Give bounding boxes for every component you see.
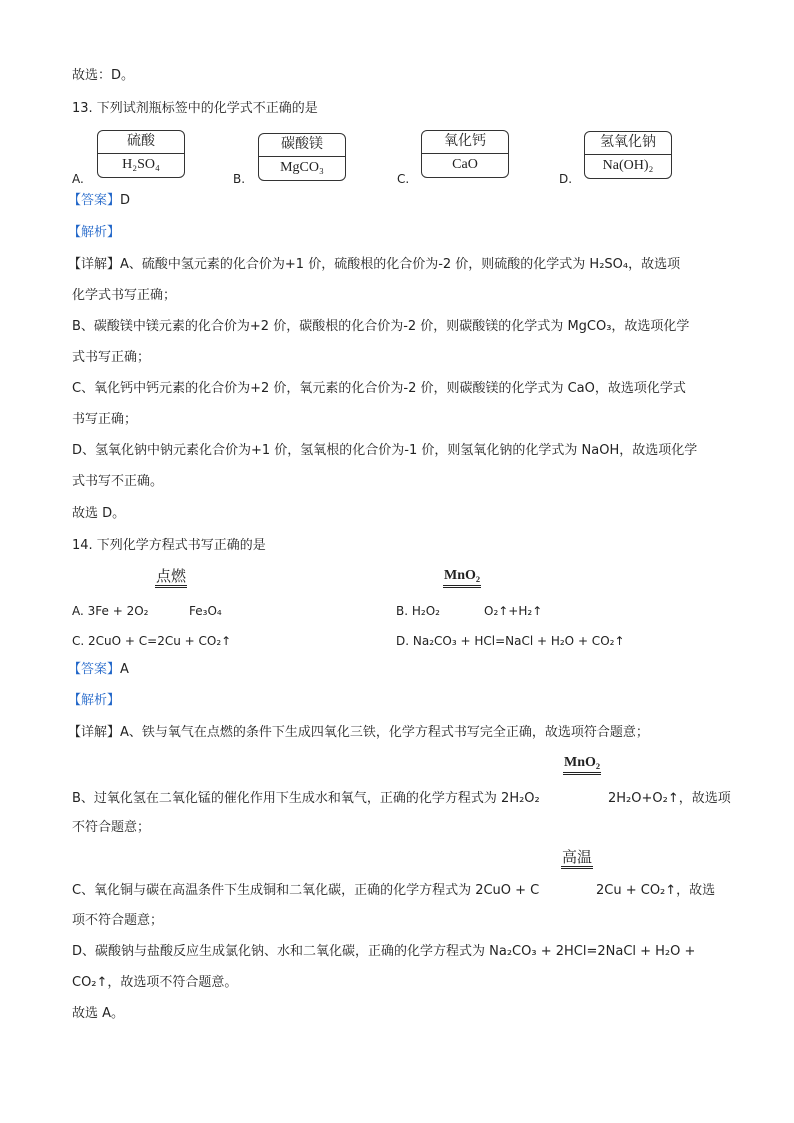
- label-name: 硫酸: [98, 131, 184, 154]
- q13-option-b-letter: B.: [233, 172, 246, 186]
- q14-detail-line: 2Cu + CO₂↑，故选: [596, 883, 716, 898]
- condition-mno2: MnO₂: [443, 567, 481, 588]
- q13-label-d: [584, 131, 672, 179]
- equation-left: B. H₂O₂: [396, 604, 440, 618]
- equation-right: O₂↑+H₂↑: [484, 604, 543, 618]
- q14-detail-line: [68, 725, 649, 741]
- q13-detail-line: 式书写正确；: [72, 350, 151, 365]
- q13-option-d-letter: D.: [559, 172, 573, 186]
- q14-detail-line: B、过氧化氢在二氧化锰的催化作用下生成水和氧气，正确的化学方程式为 2H₂O₂: [72, 791, 540, 806]
- q14-detail-line: D、碳酸钠与盐酸反应生成氯化钠、水和二氧化碳，正确的化学方程式为 Na₂CO₃ + 2HCl=2NaCl + H₂O +: [72, 944, 696, 959]
- q13-detail-line: C、氧化钙中钙元素的化合价为+2 价，氧元素的化合价为-2 价，则碳酸镁的化学式为 CaO，故选项化学式: [72, 381, 686, 396]
- q14-detail-line: CO₂↑，故选项不符合题意。: [72, 975, 238, 990]
- condition-high-temp: 高温: [561, 848, 593, 869]
- q13-answer: [68, 193, 130, 209]
- condition-mno2: MnO₂: [563, 754, 601, 775]
- q13-detail-line: 书写正确；: [72, 412, 138, 427]
- q14-detail-line: 项不符合题意；: [72, 913, 164, 928]
- q13-analysis-label: 【解析】: [68, 225, 121, 240]
- answer-value: A: [120, 662, 129, 677]
- detail-label: 【详解】: [68, 257, 121, 272]
- q13-label-a: [97, 130, 185, 178]
- prev-conclusion: 故选：D。: [72, 68, 135, 83]
- answer-value: D: [120, 193, 131, 208]
- q14-option-b: [396, 603, 543, 619]
- q13-detail-line: 式书写不正确。: [72, 474, 164, 489]
- detail-text: A、硫酸中氢元素的化合价为+1 价，硫酸根的化合价为-2 价，则硫酸的化学式为 H₂SO₄，故选项: [120, 257, 681, 272]
- label-name: 碳酸镁: [259, 134, 345, 157]
- q14-conclusion: 故选 A。: [72, 1006, 125, 1021]
- q14-answer: [68, 662, 129, 678]
- q13-option-c-letter: C.: [397, 172, 410, 186]
- q14-detail-line: C、氧化铜与碳在高温条件下生成铜和二氧化碳，正确的化学方程式为 2CuO + C: [72, 883, 540, 898]
- label-formula: H₂SO₄: [122, 157, 160, 172]
- q13-detail-line: [68, 257, 680, 273]
- label-name: 氢氧化钠: [585, 132, 671, 155]
- detail-text: A、铁与氧气在点燃的条件下生成四氧化三铁，化学方程式书写完全正确，故选项符合题意；: [120, 725, 649, 740]
- condition-ignite: 点燃: [155, 567, 187, 588]
- label-formula: Na(OH)₂: [602, 158, 654, 173]
- answer-label: 【答案】: [68, 662, 121, 677]
- q13-detail-line: B、碳酸镁中镁元素的化合价为+2 价，碳酸根的化合价为-2 价，则碳酸镁的化学式为 MgCO₃，故选项化学: [72, 319, 690, 334]
- label-formula: MgCO₃: [280, 160, 324, 175]
- q14-detail-line: 不符合题意；: [72, 820, 151, 835]
- q14-option-c: C. 2CuO + C=2Cu + CO₂↑: [72, 634, 232, 648]
- equation-left: A. 3Fe + 2O₂: [72, 604, 149, 618]
- q13-option-a-letter: A.: [72, 172, 84, 186]
- q13-conclusion: 故选 D。: [72, 506, 126, 521]
- label-name: 氧化钙: [422, 131, 508, 154]
- q13-question: 13. 下列试剂瓶标签中的化学式不正确的是: [72, 101, 318, 116]
- q13-detail-line: 化学式书写正确；: [72, 288, 177, 303]
- q14-detail-line: 2H₂O+O₂↑，故选项: [608, 791, 731, 806]
- answer-label: 【答案】: [68, 193, 121, 208]
- q14-question: 14. 下列化学方程式书写正确的是: [72, 538, 266, 553]
- label-formula: CaO: [452, 157, 478, 172]
- q13-label-c: [421, 130, 509, 178]
- equation-right: Fe₃O₄: [189, 604, 222, 618]
- q13-detail-line: D、氢氧化钠中钠元素化合价为+1 价，氢氧根的化合价为-1 价，则氢氧化钠的化学式为 NaOH，故选项化学: [72, 443, 698, 458]
- q13-label-b: [258, 133, 346, 181]
- detail-label: 【详解】: [68, 725, 121, 740]
- q14-option-a: [72, 603, 222, 619]
- q14-analysis-label: 【解析】: [68, 693, 121, 708]
- q14-option-d: D. Na₂CO₃ + HCl=NaCl + H₂O + CO₂↑: [396, 634, 625, 648]
